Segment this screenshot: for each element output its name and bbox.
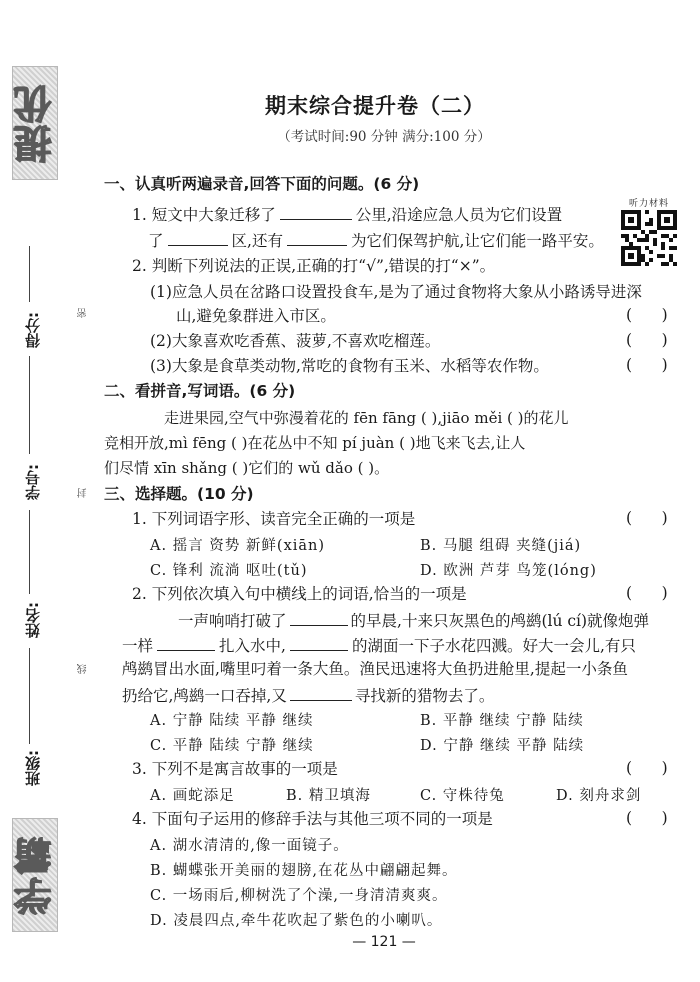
s3-q3-option-a[interactable]: A. 画蛇添足 (150, 788, 235, 804)
s2-line3: 们尽情 xīn shǎng ( )它们的 wǔ dǎo ( )。 (104, 459, 390, 477)
s3-q2: 2. 下列依次填入句中横线上的词语,恰当的一项是 (132, 585, 467, 603)
exam-info: （考试时间:90 分钟 满分:100 分） (277, 129, 491, 145)
s3-q3-option-c[interactable]: C. 守株待兔 (420, 788, 505, 804)
top-stamp: 提优 (12, 66, 58, 180)
seal-feng: 封 (78, 488, 89, 498)
s3-q4-option-c[interactable]: C. 一场雨后,柳树洗了个澡,一身清清爽爽。 (150, 888, 448, 904)
seal-mi: 密 (78, 308, 89, 318)
qr-code-block[interactable] (621, 196, 677, 268)
s3-q3-option-d[interactable]: D. 刻舟求剑 (556, 788, 642, 804)
s3-q2-blank3[interactable] (290, 634, 348, 651)
s3-q2-line4: 扔给它,鸬鹚一口吞掉,又 寻找新的猎物去了。 (122, 684, 494, 706)
s3-q4-option-b[interactable]: B. 蝴蝶张开美丽的翅膀,在花丛中翩翩起舞。 (150, 863, 458, 879)
s3-q2-option-c[interactable]: C. 平静 陆续 宁静 继续 (150, 738, 314, 754)
s3-q3: 3. 下列不是寓言故事的一项是 (132, 760, 338, 778)
score-line (29, 246, 30, 302)
s1-q1-line2: 了 区,还有 为它们保驾护航,让它们能一路平安。 (148, 229, 604, 251)
s1-q1-line1: 1. 短文中大象迁移了 公里,沿途应急人员为它们设置 (132, 203, 562, 225)
binding-strip (8, 66, 66, 930)
s3-q4: 4. 下面句子运用的修辞手法与其他三项不同的一项是 (132, 810, 493, 828)
s1-q2-item3: (3)大象是食草类动物,常吃的食物有玉米、水稻等农作物。 (150, 357, 549, 375)
student-id-label: 学号: (24, 464, 42, 500)
s1-q1-blank3[interactable] (287, 229, 347, 246)
class-label: 班级: (24, 750, 42, 786)
s1-q1-blank2[interactable] (168, 229, 228, 246)
s3-q4-option-a[interactable]: A. 湖水清清的,像一面镜子。 (150, 838, 349, 854)
s3-q1-option-b[interactable]: B. 马腿 组碍 夹缝(jiá) (420, 538, 582, 554)
s1-q2-item2: (2)大象喜欢吃香蕉、菠萝,不喜欢吃榴莲。 (150, 332, 441, 350)
answer-paren[interactable]: ( ) (626, 809, 668, 827)
s3-q2-option-b[interactable]: B. 平静 继续 宁静 陆续 (420, 713, 584, 729)
s3-q2-blank4[interactable] (290, 684, 352, 701)
page-number: — 121 — (352, 934, 416, 950)
answer-paren[interactable]: ( ) (626, 331, 668, 349)
page-title: 期末综合提升卷（二） (265, 94, 485, 118)
s3-q2-option-a[interactable]: A. 宁静 陆续 平静 继续 (150, 713, 314, 729)
name-line (29, 510, 30, 594)
s3-q1-option-c[interactable]: C. 锋利 流淌 呕吐(tǔ) (150, 563, 308, 579)
s3-q2-blank2[interactable] (157, 634, 215, 651)
answer-paren[interactable]: ( ) (626, 759, 668, 777)
class-line (29, 648, 30, 744)
s1-q2-item1: (1)应急人员在岔路口设置投食车,是为了通过食物将大象从小路诱导进深 (150, 283, 642, 301)
s3-q2-blank1[interactable] (290, 609, 348, 626)
answer-paren[interactable]: ( ) (626, 509, 668, 527)
s3-q3-option-b[interactable]: B. 精卫填海 (286, 788, 371, 804)
s3-q2-option-d[interactable]: D. 宁静 继续 平静 陆续 (420, 738, 585, 754)
s1-q1-blank1[interactable] (280, 203, 352, 220)
answer-paren[interactable]: ( ) (626, 306, 668, 324)
answer-paren[interactable]: ( ) (626, 584, 668, 602)
s3-q4-option-d[interactable]: D. 凌晨四点,牵牛花吹起了紫色的小喇叭。 (150, 913, 443, 929)
bottom-stamp: 学霸 (12, 818, 58, 932)
qr-label: 听力材料 (628, 199, 669, 209)
student-id-line (29, 356, 30, 454)
section1-heading: 一、认真听两遍录音,回答下面的问题。(6 分) (104, 175, 420, 193)
s3-q1-option-d[interactable]: D. 欧洲 芦芽 鸟笼(lóng) (420, 563, 597, 579)
s3-q1: 1. 下列词语字形、读音完全正确的一项是 (132, 510, 416, 528)
section2-heading: 二、看拼音,写词语。(6 分) (104, 382, 296, 400)
qr-code-icon (621, 209, 677, 267)
s3-q2-line3: 鸬鹚冒出水面,嘴里叼着一条大鱼。渔民迅速将大鱼扔进舱里,提起一小条鱼 (122, 660, 628, 678)
answer-paren[interactable]: ( ) (626, 356, 668, 374)
score-label: 得分: (24, 312, 42, 348)
s2-line1: 走进果园,空气中弥漫着花的 fēn fāng ( ),jiāo měi ( )的花儿 (164, 409, 569, 427)
s1-q2-item1-cont: 山,避免象群进入市区。 (176, 307, 336, 325)
seal-xian: 线 (78, 664, 89, 674)
name-label: 姓名: (24, 602, 42, 638)
s1-q2: 2. 判断下列说法的正误,正确的打“√”,错误的打“×”。 (132, 257, 496, 275)
s3-q2-line1: 一声响哨打破了 的早晨,十来只灰黑色的鸬鹚(lú cí)就像炮弹 (178, 609, 649, 631)
s2-line2: 竞相开放,mì fēng ( )在花丛中不知 pí juàn ( )地飞来飞去,让人 (104, 434, 526, 452)
s3-q2-line2: 一样 扎入水中, 的湖面一下子水花四溅。好大一会儿,有只 (122, 634, 636, 656)
s3-q1-option-a[interactable]: A. 摇言 资势 新鲜(xiān) (150, 538, 326, 554)
section3-heading: 三、选择题。(10 分) (104, 485, 254, 503)
